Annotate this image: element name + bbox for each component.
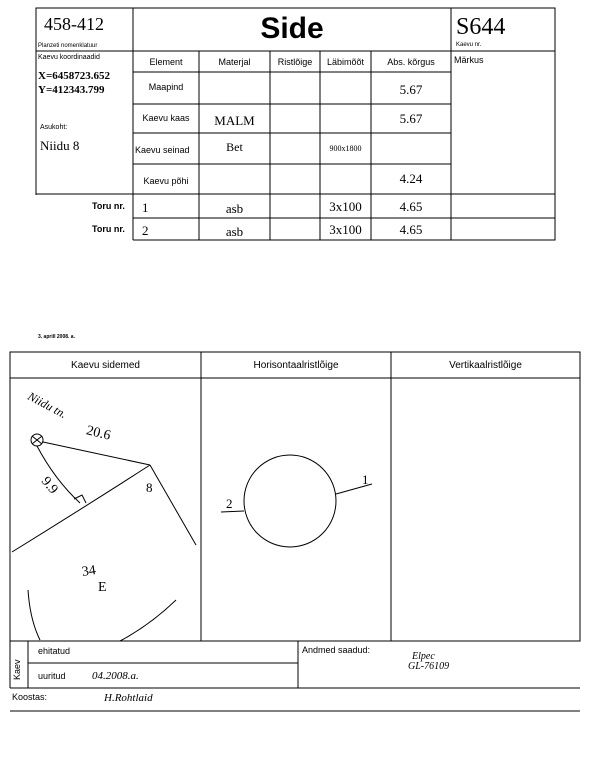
pipe-label: Toru nr. — [92, 224, 125, 234]
col-header-cross: Ristlõige — [277, 57, 313, 67]
data-source-label: Andmed saadud: — [302, 645, 371, 655]
built-label: ehitatud — [38, 646, 71, 656]
section-title-horizontal: Horisontaalristlõige — [253, 360, 339, 371]
author-name: H.Rohtlaid — [104, 692, 153, 704]
pipe-label: Toru nr. — [92, 201, 125, 211]
pipe-number: 2 — [142, 223, 149, 238]
table-row-height: 4.24 — [399, 171, 423, 186]
pipe-marker-2: 2 — [226, 496, 233, 511]
data-source-2: GL-76109 — [408, 661, 450, 672]
pipe-height: 4.65 — [399, 222, 423, 237]
sheet-caption: Planzeti nomenklatuur — [38, 43, 98, 49]
pipe-material: asb — [225, 224, 244, 239]
sketch-distance-d: 34 — [80, 563, 97, 580]
table-row-height: 5.67 — [399, 82, 423, 97]
location-value: Niidu 8 — [40, 138, 80, 153]
well-cross-section — [244, 455, 336, 547]
pipe-marker-1: 1 — [362, 472, 369, 487]
x-coordinate: X=6458723.652 — [38, 70, 110, 82]
pipe-height: 4.65 — [399, 199, 423, 214]
page-title: Side — [260, 12, 324, 45]
sketch-distance-a: 20.6 — [84, 423, 113, 444]
col-header-material: Materjal — [218, 57, 251, 67]
pipe-number: 1 — [142, 200, 149, 215]
table-row-element: Kaevu põhi — [143, 176, 189, 186]
sheet-number: 458-412 — [44, 14, 104, 34]
sketch-distance-c: 8 — [146, 480, 153, 495]
table-row-diameter: 900x1800 — [329, 144, 362, 153]
pipe-material: asb — [225, 201, 244, 216]
surveyed-date: 04.2008.a. — [92, 670, 139, 682]
table-row-material: Bet — [226, 140, 243, 154]
table-row-height: 5.67 — [399, 111, 423, 126]
author-label: Koostas: — [12, 692, 48, 702]
col-header-diameter: Läbimõõt — [326, 57, 365, 67]
data-source-1: Elpec — [412, 651, 435, 662]
table-row-element: Maapind — [148, 82, 184, 92]
sketch-letter: E — [98, 580, 107, 595]
section-title-vertical: Vertikaalristlõige — [449, 360, 522, 371]
pipe-diameter: 3x100 — [329, 222, 362, 237]
table-row-element: Kaevu seinad — [135, 145, 190, 155]
date-note: 3. aprill 2008. a. — [38, 334, 75, 340]
section-title-connections: Kaevu sidemed — [71, 360, 140, 371]
table-row-material: MALM — [214, 113, 255, 128]
col-header-notes: Märkus — [454, 55, 484, 65]
surveyed-label: uuritud — [38, 671, 66, 681]
sketch-distance-b: 9.9 — [37, 474, 61, 498]
col-header-height: Abs. kõrgus — [387, 57, 435, 67]
vertical-label-well: Kaev — [12, 659, 22, 680]
well-id: S644 — [456, 14, 506, 40]
table-row-element: Kaevu kaas — [142, 113, 190, 123]
y-coordinate: Y=412343.799 — [38, 84, 105, 96]
well-caption: Kaevu nr. — [456, 42, 482, 48]
pipe-diameter: 3x100 — [329, 199, 362, 214]
col-header-element: Element — [149, 57, 183, 67]
location-label: Asukoht: — [40, 124, 68, 131]
coords-label: Kaevu koordinaadid — [38, 54, 100, 61]
sketch-street-label: Niidu tn. — [25, 389, 70, 422]
